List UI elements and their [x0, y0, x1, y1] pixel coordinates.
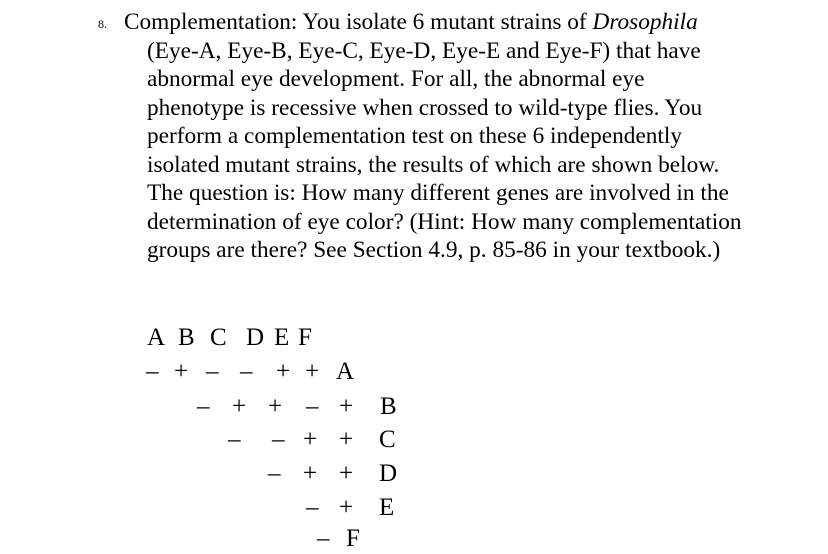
- column-header-d: D: [246, 324, 265, 351]
- row-label-d: D: [379, 460, 398, 487]
- column-header-f: F: [298, 324, 312, 351]
- cell-b-c: +: [232, 393, 247, 420]
- question-text-rest: (Eye-A, Eye-B, Eye-C, Eye-D, Eye-E and Eye-F) that have abnormal eye development. For all, the abnormal eye phenotype is recessive when crossed to wild-type flies. You perform a complementation test on these 6 independently isolated mutant strains, the results of which are shown below. The question is: How many different genes are involved in the determination of eye color? (Hint: How many complementation groups are there? See Section 4.9, p. 85-86 in your textbook.): [147, 37, 742, 263]
- row-label-a: A: [336, 358, 355, 385]
- cell-c-c: –: [228, 426, 241, 453]
- row-label-e: E: [379, 494, 395, 521]
- cell-d-d: –: [268, 460, 281, 487]
- question-text-start: Complementation: You isolate 6 mutant strains of: [124, 9, 593, 35]
- row-label-b: B: [380, 393, 397, 420]
- cell-b-b: –: [197, 393, 210, 420]
- cell-f-f: –: [317, 525, 330, 552]
- row-label-c: C: [379, 426, 396, 453]
- cell-a-d: –: [240, 358, 253, 385]
- column-header-c: C: [210, 324, 227, 351]
- cell-b-e: –: [306, 393, 319, 420]
- cell-a-f: +: [305, 358, 320, 385]
- cell-a-c: –: [206, 358, 219, 385]
- cell-e-f: +: [339, 494, 354, 521]
- cell-d-f: +: [339, 460, 354, 487]
- cell-b-d: +: [268, 393, 283, 420]
- cell-a-e: +: [276, 358, 291, 385]
- column-header-e: E: [274, 324, 290, 351]
- cell-b-f: +: [339, 393, 354, 420]
- column-header-b: B: [178, 324, 195, 351]
- organism-name: Drosophila: [592, 9, 698, 35]
- cell-c-e: +: [303, 426, 318, 453]
- row-label-f: F: [346, 525, 360, 552]
- cell-a-a: –: [146, 358, 159, 385]
- column-header-a: A: [147, 324, 166, 351]
- cell-c-f: +: [339, 426, 354, 453]
- cell-d-e: +: [303, 460, 318, 487]
- cell-a-b: +: [174, 358, 189, 385]
- cell-c-d: –: [272, 426, 285, 453]
- cell-e-e: –: [306, 494, 319, 521]
- question-number: 8.: [98, 17, 107, 31]
